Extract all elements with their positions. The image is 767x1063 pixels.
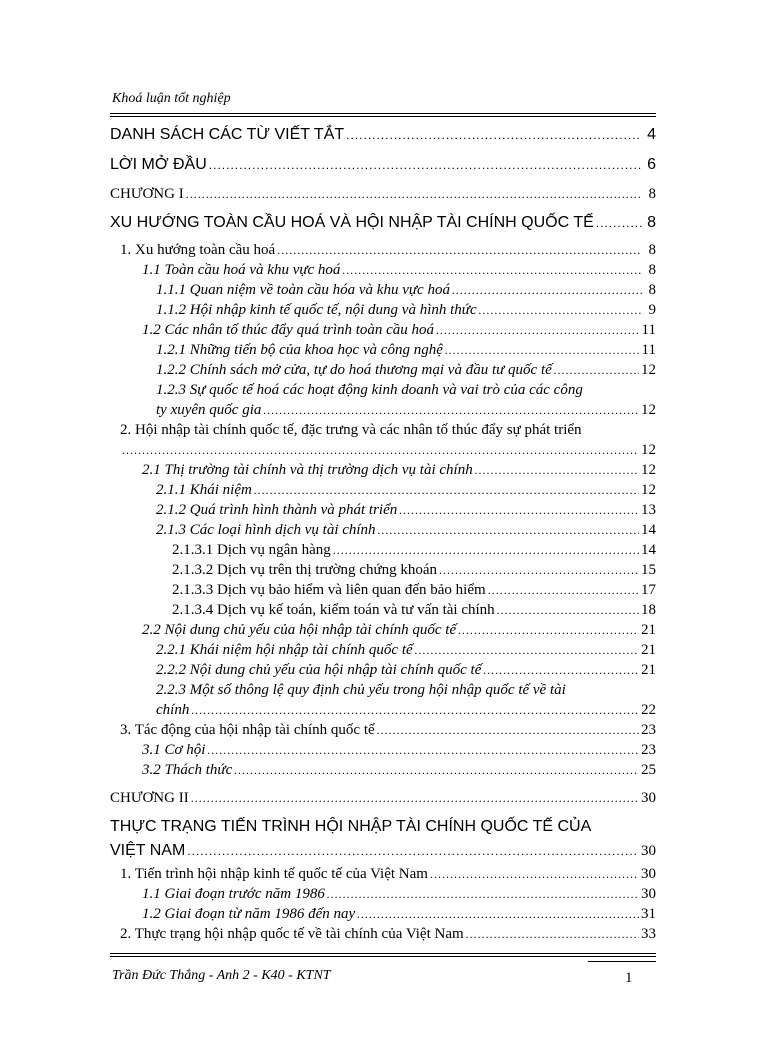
toc-entry[interactable]: 2.2.1 Khái niệm hội nhập tài chính quốc tế ..... 21 [156, 642, 656, 659]
toc-entry[interactable]: 1.1 Toàn cầu hoá và khu vực hoá ..... 8 [142, 262, 656, 279]
running-header: Khoá luận tốt nghiệp [112, 91, 231, 106]
toc-entry[interactable]: 1.2 Các nhân tố thúc đẩy quá trình toàn cầu hoá ..... 11 [142, 322, 656, 339]
toc-entry[interactable]: 2.1.2 Quá trình hình thành và phát triển ..... 13 [156, 502, 656, 519]
toc-entry[interactable]: 2.2 Nội dung chủ yếu của hội nhập tài chính quốc tế ..... 21 [142, 622, 656, 639]
header-rule [110, 113, 656, 114]
footer-author: Trần Đức Thắng - Anh 2 - K40 - KTNT [112, 968, 331, 983]
toc-entry[interactable]: XU HƯỚNG TOÀN CẦU HOÁ VÀ HỘI NHẬP TÀI CHÍNH QUỐC TẾ ..... 8 [110, 214, 656, 232]
toc-entry[interactable]: ty xuyên quốc gia ..... 12 [156, 402, 656, 419]
toc-entry[interactable]: ..... 12 [120, 442, 656, 459]
toc-entry[interactable]: 1. Xu hướng toàn cầu hoá ..... 8 [120, 242, 656, 259]
toc-entry[interactable]: 1.2.3 Sự quốc tế hoá các hoạt động kinh doanh và vai trò của các công [156, 382, 583, 398]
toc-entry[interactable]: 2. Thực trạng hội nhập quốc tế về tài chính của Việt Nam ..... 33 [120, 926, 656, 943]
footer-rule-2 [110, 956, 656, 957]
toc-entry[interactable]: chính ..... 22 [156, 702, 656, 719]
toc-entry[interactable]: 2.1.3.2 Dịch vụ trên thị trường chứng khoán ..... 15 [172, 562, 656, 579]
toc-entry[interactable]: 1.2 Giai đoạn từ năm 1986 đến nay ..... 31 [142, 906, 656, 923]
toc-entry[interactable]: 3.2 Thách thức ..... 25 [142, 762, 656, 779]
toc-entry[interactable]: 2.2.3 Một số thông lệ quy định chủ yếu trong hội nhập quốc tế về tài [156, 682, 566, 698]
toc-entry[interactable]: DANH SÁCH CÁC TỪ VIẾT TẮT ..... 4 [110, 126, 656, 144]
toc-entry[interactable]: 1.1.1 Quan niệm về toàn cầu hóa và khu vực hoá ..... 8 [156, 282, 656, 299]
toc-entry[interactable]: CHƯƠNG II ..... 30 [110, 790, 656, 807]
toc-entry[interactable]: 2.2.2 Nội dung chủ yếu của hội nhập tài chính quốc tế ..... 21 [156, 662, 656, 679]
toc-entry[interactable]: 3.1 Cơ hội ..... 23 [142, 742, 656, 759]
toc-entry[interactable]: 2.1.3.1 Dịch vụ ngân hàng ..... 14 [172, 542, 656, 559]
toc-entry[interactable]: 2.1 Thị trường tài chính và thị trường dịch vụ tài chính ..... 12 [142, 462, 656, 479]
toc-entry[interactable]: 1.2.2 Chính sách mở cửa, tự do hoá thương mại và đầu tư quốc tế ..... 12 [156, 362, 656, 379]
toc-entry[interactable]: 2.1.3.3 Dịch vụ bảo hiểm và liên quan đến bảo hiểm ..... 17 [172, 582, 656, 599]
toc-entry[interactable]: 3. Tác động của hội nhập tài chính quốc tế ..... 23 [120, 722, 656, 739]
toc-entry[interactable]: 1. Tiến trình hội nhập kinh tế quốc tế của Việt Nam ..... 30 [120, 866, 656, 883]
toc-entry[interactable]: VIỆT NAM ..... 30 [110, 842, 656, 860]
toc-entry[interactable]: 1.1.2 Hội nhập kinh tế quốc tế, nội dung và hình thức ..... 9 [156, 302, 656, 319]
footer-rule [110, 953, 656, 954]
toc-entry[interactable]: 2.1.3 Các loại hình dịch vụ tài chính ..... 14 [156, 522, 656, 539]
page-number: 1 [625, 970, 633, 986]
toc-entry[interactable]: 2. Hội nhập tài chính quốc tế, đặc trưng và các nhân tố thúc đẩy sự phát triển [120, 422, 582, 438]
toc-entry[interactable]: LỜI MỞ ĐẦU ..... 6 [110, 156, 656, 174]
toc-entry[interactable]: THỰC TRẠNG TIẾN TRÌNH HỘI NHẬP TÀI CHÍNH QUỐC TẾ CỦA [110, 818, 592, 835]
toc-entry[interactable]: CHƯƠNG I ..... 8 [110, 186, 656, 203]
header-rule-2 [110, 116, 656, 117]
toc-entry[interactable]: 1.2.1 Những tiến bộ của khoa học và công nghệ ..... 11 [156, 342, 656, 359]
toc-entry[interactable]: 1.1 Giai đoạn trước năm 1986 ..... 30 [142, 886, 656, 903]
toc-entry[interactable]: 2.1.1 Khái niệm ..... 12 [156, 482, 656, 499]
toc-entry[interactable]: 2.1.3.4 Dịch vụ kế toán, kiểm toán và tư vấn tài chính ..... 18 [172, 602, 656, 619]
page-number-rule [588, 961, 656, 962]
